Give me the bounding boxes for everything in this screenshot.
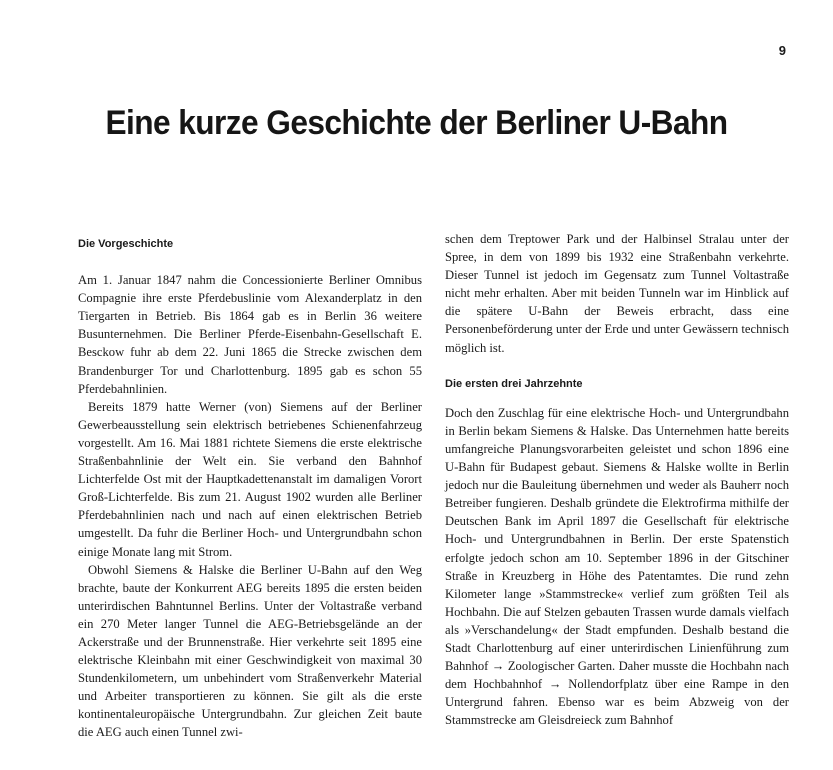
right-column: [445, 230, 789, 729]
paragraph: Doch den Zuschlag für eine elektrische Hoch- und Untergrundbahn in Berlin bekam Siemens & Halske. Das Unternehmen hatte bereits umfangreiche Planungsvorarbeiten geleistet und schon 1896 eine U-Bahn für Budapest gebaut. Siemens & Halske wollte in Berlin jedoch nur die Bauleitung übernehmen und weder als Bauherr noch Betreiber fungieren. Deshalb gründete die Elektrofirma mithilfe der Deutschen Bank im April 1897 die Gesellschaft für elektrische Hoch- und Untergrundbahnen in Berlin. Der erste Spatenstich erfolgte jedoch schon am 10. September 1896 in der Gitschiner Straße in Kreuzberg in Höhe des Patentamtes. Die rund zehn Kilometer lange »Stammstrecke« verlief zum größten Teil als Hochbahn. Die auf Stelzen gebauten Trassen wurde damals vielfach als »Verschandelung« der Stadt empfunden. Deshalb bestand die Stadt Charlottenburg auf einer unterirdischen Linienführung zum Bahnhof → Zoologischer Garten. Daher musste die Hochbahn nach dem Hochbahnhof → Nollendorfplatz über eine Rampe in den Untergrund fahren. Ebenso war es beim Abzweig von der Stammstrecke am Gleisdreieck zum Bahnhof: [445, 405, 789, 728]
paragraph: Bereits 1879 hatte Werner (von) Siemens auf der Berliner Gewerbeausstellung sein elektrisch betriebenes Schienenfahrzeug vorgestellt. Am 16. Mai 1881 richtete Siemens die erste elektrische Straßenbahnlinie der Welt ein. Sie verband den Bahnhof Lichterfelde Ost mit der Hauptkadettenanstalt im damaligen Vorort Groß-Lichterfelde. Bis zum 21. August 1902 wurden alle Berliner Pferdebahnlinien nach und nach auf einen elektrischen Betrieb umgestellt. Da fuhr die Berliner Hoch- und Untergrundbahn schon einige Monate lang mit Strom.: [78, 399, 422, 559]
page-title: Eine kurze Geschichte der Berliner U-Bahn: [105, 104, 728, 142]
left-column: [78, 230, 422, 742]
page-number: 9: [778, 43, 786, 58]
section-heading-vorgeschichte: Die Vorgeschichte: [78, 238, 174, 250]
paragraph-continuation: schen dem Treptower Park und der Halbinsel Stralau unter der Spree, in dem von 1899 bis 1932 eine Straßenbahn verkehrte. Dieser Tunnel ist jedoch im Gegensatz zum Tunnel Voltastraße nicht mehr erhalten. Aber mit beiden Tunneln war im Hinblick auf die spätere U-Bahn der Beweis erbracht, dass eine Personenbeförderung unter der Erde und unter Gewässern technisch möglich ist.: [445, 232, 789, 355]
paragraph: Obwohl Siemens & Halske die Berliner U-Bahn auf den Weg brachte, baute der Konkurrent AEG bereits 1895 die ersten beiden unterirdischen Bahntunnel Berlins. Unter der Voltastraße verband ein 270 Meter langer Tunnel die AEG-Betriebsgelände an der Ackerstraße und der Brunnenstraße. Hier verkehrte seit 1895 eine elektrische Kleinbahn mit einer Geschwindigkeit von maximal 30 Stundenkilometern, um unbehindert vom Straßenverkehr Material und Arbeiter transportieren zu können. Sie gilt als die erste kontinentaleuropäische Untergrundbahn. Zur gleichen Zeit baute die AEG auch einen Tunnel zwi-: [78, 562, 422, 740]
paragraph: Am 1. Januar 1847 nahm die Concessionierte Berliner Omnibus Compagnie ihre erste Pferdebuslinie vom Alexanderplatz in den Tiergarten in Betrieb. Bis 1864 gab es in Berlin 36 weitere Busunternehmen. Die Berliner Pferde-Eisenbahn-Gesellschaft E. Besckow fuhr ab dem 22. Juni 1865 die Strecke zwischen dem Brandenburger Tor und Charlottenburg. 1895 gab es schon 55 Pferdebahnlinien.: [78, 273, 422, 396]
section-heading-erste-jahrzehnte: Die ersten drei Jahrzehnte: [445, 377, 583, 390]
